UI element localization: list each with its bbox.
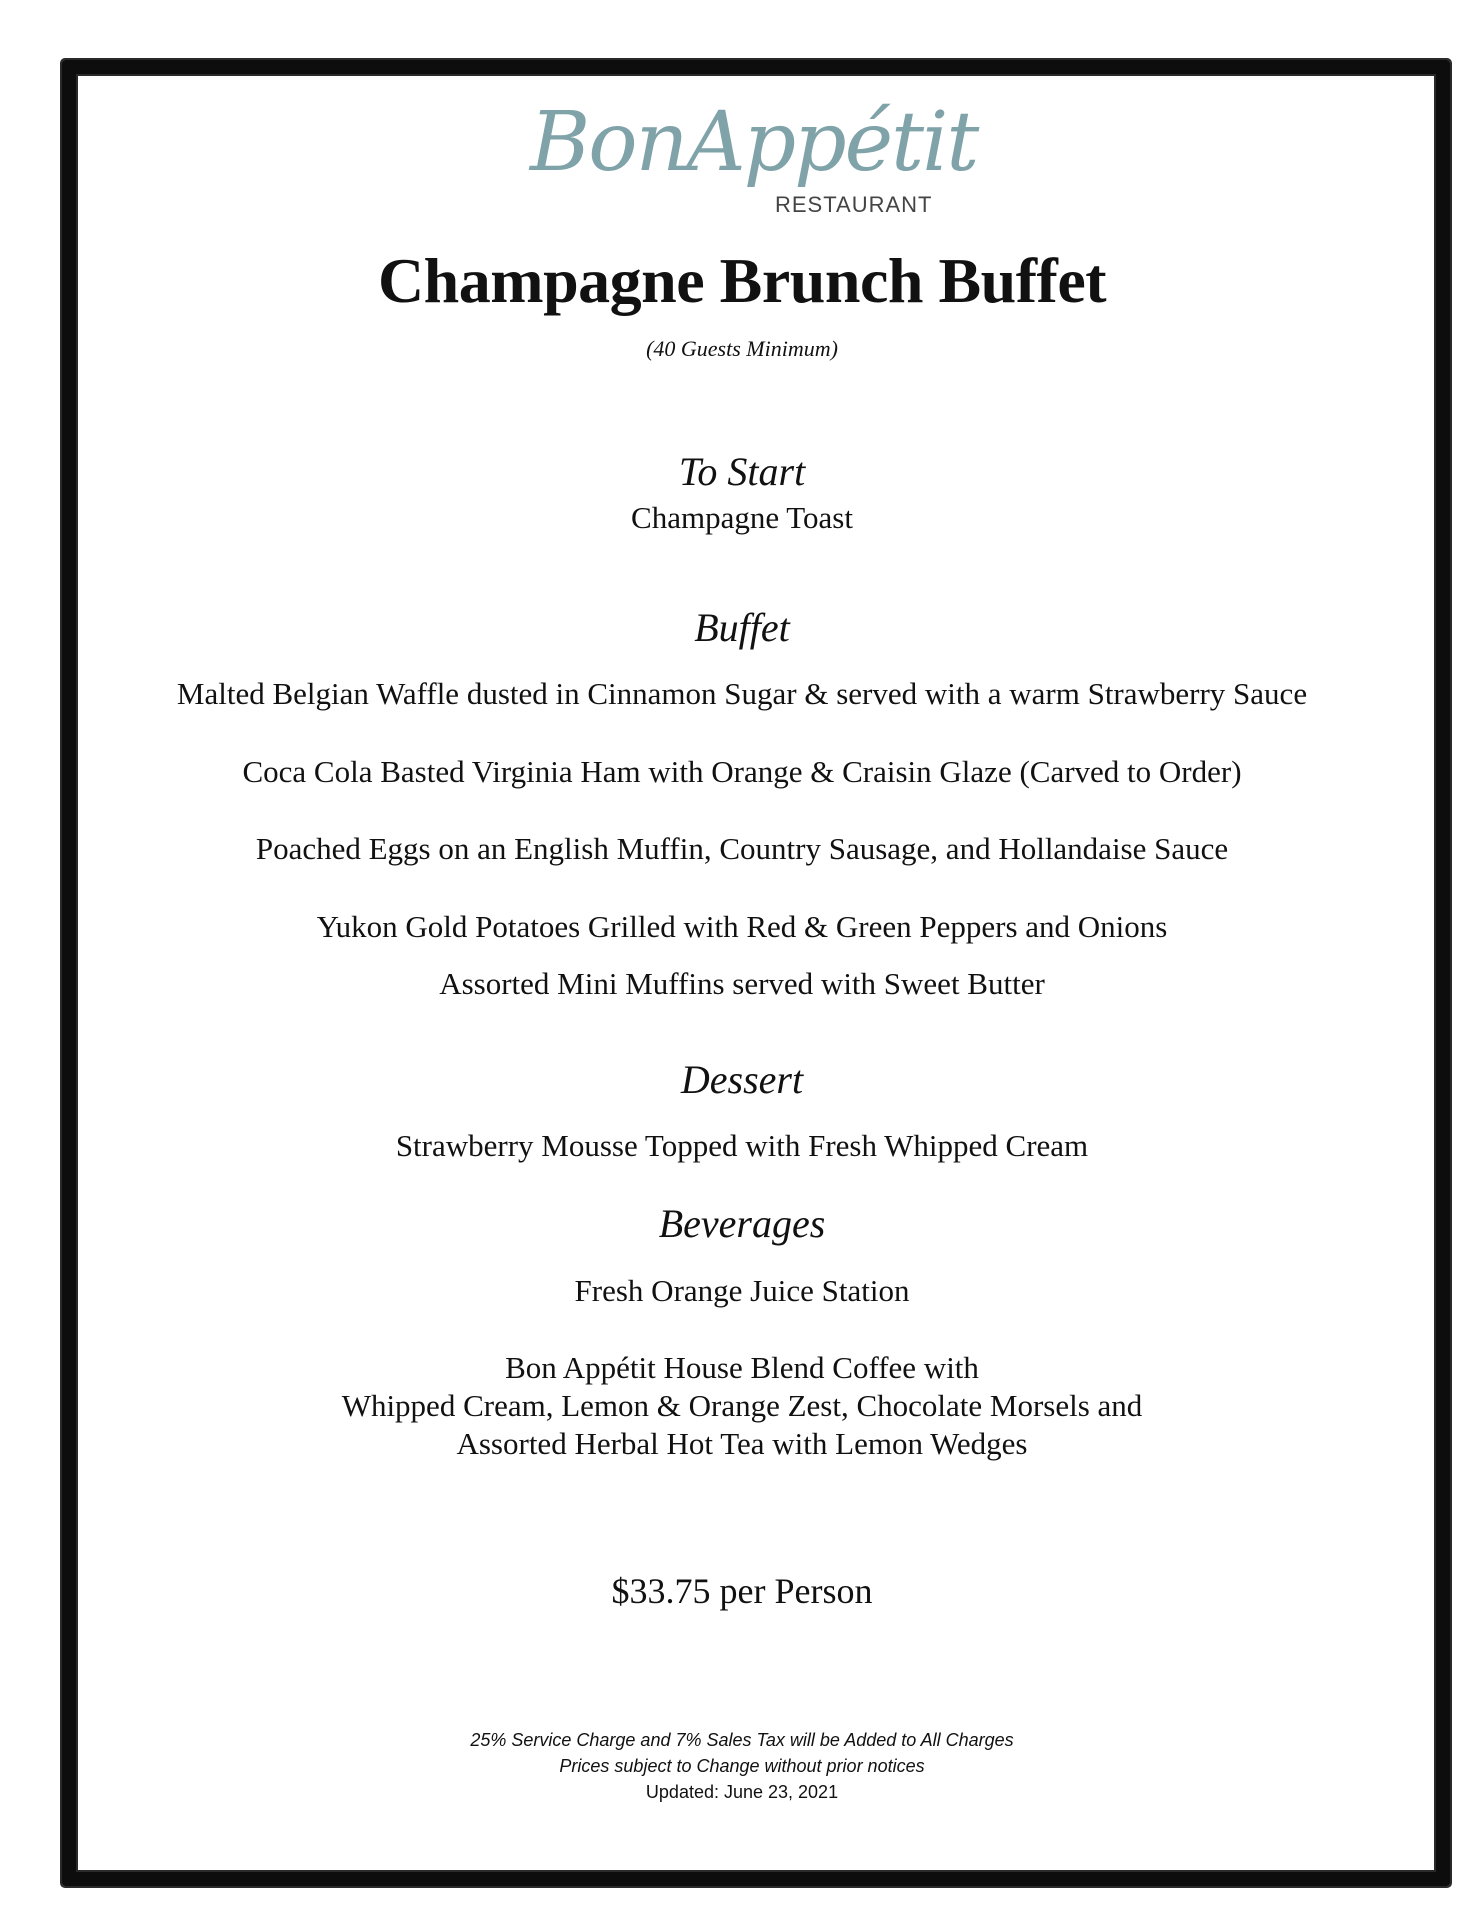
menu-item: Poached Eggs on an English Muffin, Country Sausage, and Hollandaise Sauce <box>255 831 1229 866</box>
footer-updated-date: Updated: June 23, 2021 <box>645 1782 839 1802</box>
logo-brand: BonAppétit <box>530 95 978 190</box>
menu-item: Assorted Mini Muffins served with Sweet Butter <box>439 966 1045 1001</box>
restaurant-logo <box>520 78 980 228</box>
logo-subtitle: RESTAURANT <box>775 192 933 217</box>
menu-item: Coca Cola Basted Virginia Ham with Orange & Craisin Glaze (Carved to Order) <box>242 754 1242 789</box>
footer-prices-note: Prices subject to Change without prior notices <box>559 1756 925 1776</box>
footer-charges-note: 25% Service Charge and 7% Sales Tax will be Added to All Charges <box>470 1730 1014 1750</box>
section-heading-beverages: Beverages <box>658 1201 826 1246</box>
section-heading-dessert: Dessert <box>680 1057 804 1102</box>
section-heading-buffet: Buffet <box>694 605 790 650</box>
menu-item: Champagne Toast <box>631 500 853 535</box>
menu-item: Assorted Herbal Hot Tea with Lemon Wedges <box>456 1426 1028 1461</box>
price-per-person: $33.75 per Person <box>611 1571 873 1611</box>
menu-item: Strawberry Mousse Topped with Fresh Whipped Cream <box>395 1128 1089 1163</box>
page-title: Champagne Brunch Buffet <box>377 245 1107 316</box>
menu-item: Whipped Cream, Lemon & Orange Zest, Chocolate Morsels and <box>341 1388 1143 1423</box>
menu-item: Malted Belgian Waffle dusted in Cinnamon Sugar & served with a warm Strawberry Sauce <box>176 676 1308 711</box>
guest-minimum-note: (40 Guests Minimum) <box>646 336 838 361</box>
section-heading-to-start: To Start <box>678 449 806 494</box>
menu-item: Fresh Orange Juice Station <box>574 1273 910 1308</box>
menu-item: Bon Appétit House Blend Coffee with <box>505 1350 979 1385</box>
menu-item: Yukon Gold Potatoes Grilled with Red & Green Peppers and Onions <box>316 909 1168 944</box>
